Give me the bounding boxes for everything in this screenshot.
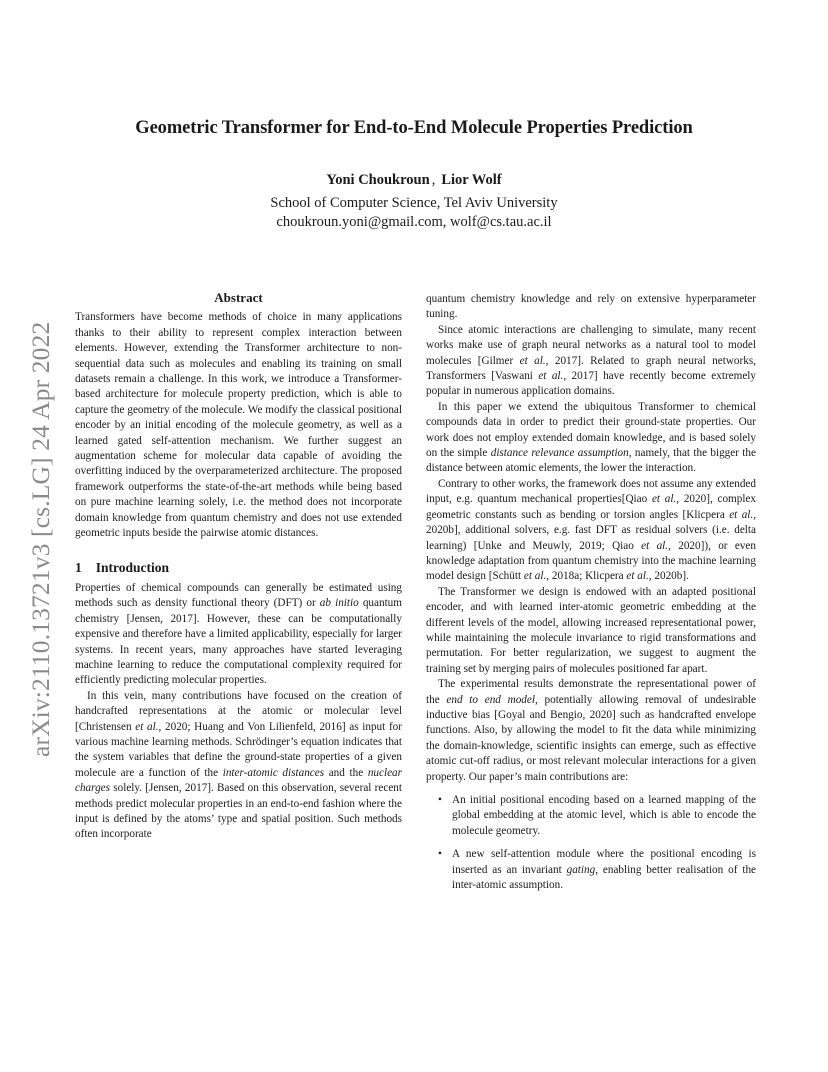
contribution-list (426, 793, 756, 893)
author-separator: , (431, 172, 436, 188)
bullet-icon: • (438, 794, 442, 806)
section-title: Introduction (95, 559, 170, 575)
left-column (75, 290, 402, 843)
arxiv-identifier: arXiv:2110.13721v3 [cs.LG] 24 Apr 2022 (26, 321, 55, 757)
bullet-icon: • (438, 848, 442, 861)
section-heading (75, 560, 402, 575)
paragraph: Contrary to other works, the framework does not assume any extended input, e.g. quantum mechanical properties[Qiao et al., 2020], complex geometric constants such as bending or torsion angles [Klicpera et al., 2020b], additional solvers, e.g. fast DFT as residual solvers (i.e. delta learning) [Unke and Meuwly, 2019; Qiao et al., 2020]), or even knowledge adaptation from quantum chemistry into the machine learning model design [Schütt et al., 2018a; Klicpera et al., 2020b]. (426, 477, 757, 583)
section-number: 1 (75, 559, 82, 575)
paragraph: Since atomic interactions are challenging to simulate, many recent works make use of graph neural networks as a natural tool to model molecules [Gilmer et al., 2017]. Related to graph neural networks, Transformers [Vaswani et al., 2017] have recently become extremely popular in numerous application domains. (426, 323, 756, 398)
author-emails: choukroun.yoni@gmail.com, wolf@cs.tau.ac.il (276, 214, 552, 230)
paragraph: In this paper we extend the ubiquitous Transformer to chemical compounds data in order to predict their ground-state properties. Our work does not employ extended domain knowledge, and is based solely on the simple distance relevance assumption, namely, that the bigger the distance between atomic elements, the lower the interaction. (426, 400, 756, 475)
right-column (426, 292, 756, 901)
author-name: Yoni Choukroun (326, 172, 430, 188)
abstract-text: Transformers have become methods of choice in many applications thanks to their ability to represent complex interaction between elements. However, extending the Transformer architecture to non-sequential data such as molecules and enabling its training on small datasets remain a challenge. In this work, we introduce a Transformer-based architecture for molecule property prediction, which is able to capture the geometry of the molecule. We modify the classical positional encoder by an initial encoding of the molecule geometry, as well as a learned gated self-attention mechanism. We further suggest an augmentation scheme for molecular data capable of avoiding the overfitting induced by the overparameterized architecture. The proposed framework outperforms the state-of-the-art methods while being based on pure machine learning solely, i.e. the method does not incorporate domain knowledge from quantum chemistry and does not use extended geometric inputs beside the pairwise atomic distances. (75, 311, 402, 540)
paragraph: The experimental results demonstrate the representational power of the end to end model, potentially allowing removal of undesirable inductive bias [Goyal and Bengio, 2020] such as handcrafted envelope functions. Also, by allowing the model to fit the data while minimizing the domain-knowledge, scientific insights can emerge, such as effective atomic cut-off radius, or most relevant molecular interactions for a given property. Our paper’s main contributions are: (426, 678, 756, 783)
paragraph: Properties of chemical compounds can generally be estimated using methods such as density functional theory (DFT) or ab initio quantum chemistry [Jensen, 2017]. However, these can be computationally expensive and therefore have a limited applicability, especially for larger systems. In recent years, many approaches have started leveraging machine learning to reduce the computational complexity required for efficiently predicting molecular properties. (75, 581, 402, 687)
list-item: • A new self-attention module where the positional encoding is inserted as an invariant gating, enabling better realisation of the inter-atomic assumption. (438, 848, 756, 892)
abstract-heading: Abstract (214, 290, 263, 305)
list-item: • An initial positional encoding based on a learned mapping of the global embedding at the atomic level, which is able to encode the molecule geometry. (438, 794, 756, 837)
author-list (60, 172, 768, 189)
author-name: Lior Wolf (441, 172, 502, 188)
paragraph: The Transformer we design is endowed with an adapted positional encoder, and with learned inter-atomic geometric embedding at the different levels of the model, allowing increased representational power, while maintaining the molecule invariance to rigid transformations and permutation. For better regularization, we suggest to augment the training set by merging pairs of molecules positioned far apart. (426, 585, 756, 675)
paragraph: In this vein, many contributions have focused on the creation of handcrafted representations at the atomic or molecular level [Christensen et al., 2020; Huang and Von Lilienfeld, 2016] as input for various machine learning methods. Schrödinger’s equation indicates that the system variables that define the ground-state properties of a given molecule are a function of the inter-atomic distances and the nuclear charges solely. [Jensen, 2017]. Based on this observation, several recent methods predict molecular properties in an end-to-end fashion where the input is defined by the atoms’ type and spatial position. Such methods often incorporate (75, 689, 402, 841)
paragraph: quantum chemistry knowledge and rely on extensive hyperparameter tuning. (426, 293, 756, 321)
paper-title: Geometric Transformer for End-to-End Molecule Properties Prediction (135, 118, 693, 138)
affiliation: School of Computer Science, Tel Aviv University (270, 195, 558, 211)
